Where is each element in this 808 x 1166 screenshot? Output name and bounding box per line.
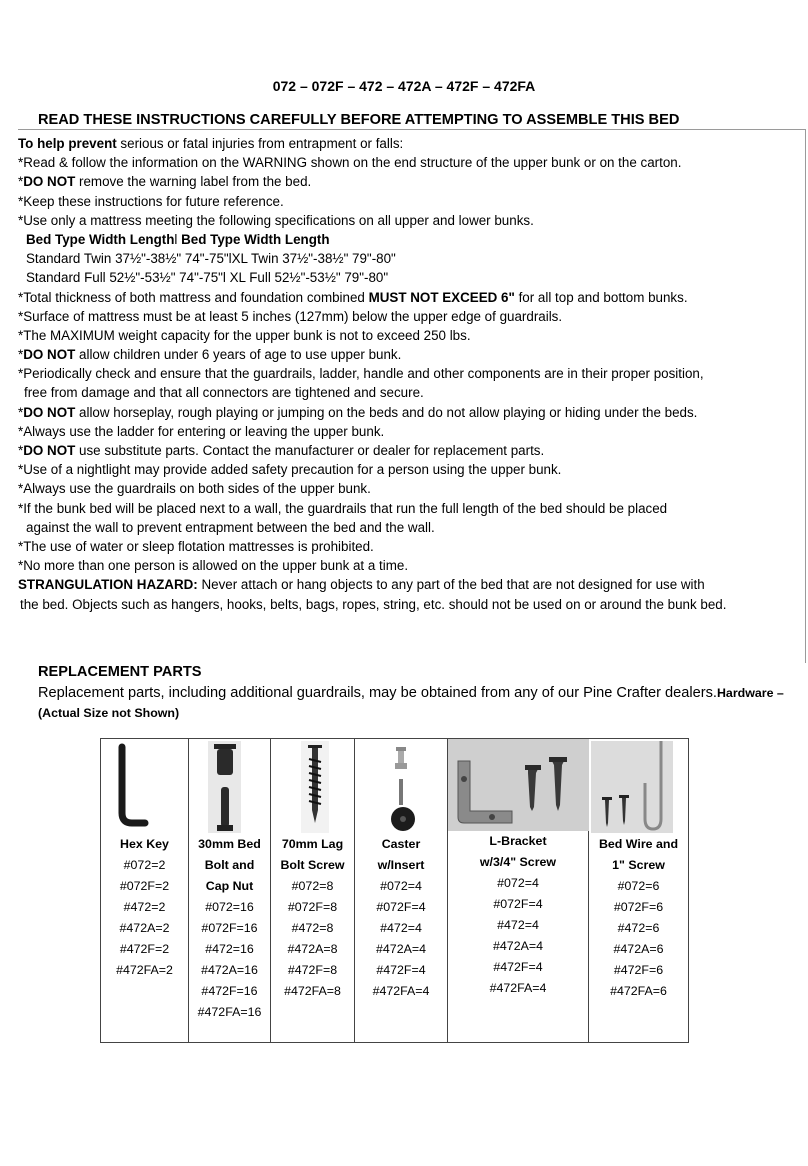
part-name [271,834,354,876]
part-name-line: 70mm Lag [281,837,344,851]
bullet-mark: * [18,404,24,420]
qty-line: #072F=8 [287,900,338,914]
lag-screw-icon [271,739,354,834]
qty-line: #072=8 [291,879,334,893]
qty-line: #472=8 [291,921,334,935]
part-name [589,834,688,876]
warning-emphasis: To help prevent [18,136,117,151]
qty-line: #472FA=4 [489,981,547,995]
qty-line: #472A=2 [119,921,170,935]
instructions-heading: READ THESE INSTRUCTIONS CAREFULLY BEFORE ATTEMPTING TO ASSEMBLE THIS BED [38,112,680,128]
qty-line: #072F=16 [201,921,258,935]
part-quantities [589,876,688,1002]
bed-wire-icon [589,739,688,834]
qty-line: #472=4 [497,918,539,932]
warning-line: *Read & follow the information on the WARNING shown on the end structure of the upper bunk or on the carton. [18,155,682,171]
warning-text: allow horseplay, rough playing or jumping on the beds and do not allow playing or hiding under the beds. [75,404,698,420]
part-cell-l-bracket [448,739,589,1043]
part-cell-caster [355,739,448,1043]
qty-line: #072=2 [123,858,166,872]
warning-line: *The use of water or sleep flotation mattresses is prohibited. [18,538,374,554]
part-quantities [448,873,588,999]
replacement-parts-description [38,685,784,701]
hex-key-icon [101,739,188,834]
warning-line: *Periodically check and ensure that the guardrails, ladder, handle and other components are in their proper position, [18,366,704,382]
warning-emphasis: DO NOT [23,347,76,363]
qty-line: #072F=4 [493,897,543,911]
model-numbers: 072 – 072F – 472 – 472A – 472F – 472FA [272,78,536,94]
part-name [101,834,188,855]
qty-line: #472=2 [123,900,166,914]
qty-line: #472F=6 [613,963,664,977]
spec-separator: l [174,231,178,247]
qty-line: #472F=4 [376,963,426,977]
warning-emphasis: MUST NOT EXCEED 6" [368,289,515,305]
qty-line: #472F=8 [287,963,338,977]
warning-line [18,172,800,191]
qty-line: #072=4 [380,879,422,893]
qty-line: #472A=8 [287,942,338,956]
warning-text: for all top and bottom bunks. [514,289,688,305]
qty-line: #472A=4 [376,942,426,956]
qty-line: #472FA=4 [372,984,430,998]
warning-line [18,575,800,594]
mattress-spec-full: Standard Full 52½"-53½" 74"-75"l XL Full 52½"-53½" 79"-80" [26,270,389,286]
warning-text: serious or fatal injuries from entrapment or falls: [116,136,404,151]
spec-header-right: Bed Type Width Length [177,231,330,247]
warning-emphasis: DO NOT [23,404,76,420]
qty-line: #472F=2 [119,942,170,956]
qty-line: #472=16 [205,942,254,956]
warning-line: *No more than one person is allowed on the upper bunk at a time. [18,558,409,574]
spec-header-left: Bed Type Width Length [26,231,175,247]
part-name [189,834,270,897]
warning-line: *Use only a mattress meeting the following specifications on all upper and lower bunks. [18,212,534,228]
warning-line: against the wall to prevent entrapment between the bed and the wall. [26,519,435,535]
warning-emphasis: DO NOT [23,174,76,190]
qty-line: #472A=4 [493,939,543,953]
part-name-line: Bolt Screw [280,858,345,872]
warning-line [18,288,800,307]
part-cell-bed-wire [589,739,689,1043]
warning-line [18,134,800,153]
part-name-line: Bed Wire and [598,837,679,851]
warning-line: *If the bunk bed will be placed next to a wall, the guardrails that run the full length of the bed should be placed [18,500,668,516]
bullet-mark: * [18,174,24,190]
warning-text: remove the warning label from the bed. [75,174,312,190]
qty-line: #072F=2 [119,879,170,893]
replacement-desc-text: Replacement parts, including additional guardrails, may be obtained from any of our Pine Crafter dealers. [38,685,717,701]
part-quantities [271,876,354,1002]
warning-list [18,134,800,614]
warning-text: allow children under 6 years of age to use upper bunk. [75,347,402,363]
warning-emphasis: DO NOT [23,443,76,458]
warning-line: the bed. Objects such as hangers, hooks, belts, bags, ropes, string, etc. should not be used on or around the bunk bed. [20,596,727,612]
replacement-parts-title: REPLACEMENT PARTS [38,664,202,680]
qty-line: #472=6 [617,921,660,935]
qty-line: #472A=16 [201,963,258,977]
l-bracket-icon [448,739,588,831]
caster-icon [355,739,447,834]
part-name-line: L-Bracket [489,834,547,848]
part-quantities [189,897,270,1023]
part-cell-hex-key [101,739,189,1043]
warning-text: Never attach or hang objects to any part of the bed that are not designed for use with [197,577,705,593]
hardware-label: Hardware – [716,686,784,700]
part-quantities [355,876,447,1002]
qty-line: #472F=4 [493,960,543,974]
qty-line: #472FA=2 [116,963,173,977]
qty-line: #072F=4 [376,900,426,914]
qty-line: #472FA=6 [610,984,667,998]
warning-text: *Total thickness of both mattress and foundation combined [18,289,369,305]
warning-line: *Always use the ladder for entering or leaving the upper bunk. [18,423,385,439]
hardware-size-note: (Actual Size not Shown) [38,706,180,720]
warning-line: *Surface of mattress must be at least 5 inches (127mm) below the upper edge of guardrails. [18,308,563,324]
warning-text: use substitute parts. Contact the manufacturer or dealer for replacement parts. [75,443,545,458]
part-cell-bolt-cap-nut [189,739,271,1043]
qty-line: #072=4 [497,876,539,890]
qty-line: #472FA=8 [284,984,341,998]
warning-line: *Keep these instructions for future reference. [18,193,284,209]
warning-line: *Use of a nightlight may provide added safety precaution for a person using the upper bunk. [18,462,562,478]
mattress-spec-header [18,230,800,249]
part-name [355,834,447,876]
qty-line: #472FA=16 [197,1005,262,1019]
qty-line: #072F=6 [613,900,664,914]
bullet-mark: * [18,443,24,458]
part-name-line: w/3/4" Screw [479,855,557,869]
part-quantities [101,855,188,981]
part-name-line: Bolt and [204,858,255,872]
qty-line: #472F=16 [201,984,258,998]
mattress-spec-twin: Standard Twin 37½"-38½" 74"-75"lXL Twin 37½"-38½" 79"-80" [26,251,396,267]
part-name-line: 1" Screw [612,858,665,872]
part-cell-lag-bolt [271,739,355,1043]
part-name-line: w/Insert [377,858,425,872]
warning-emphasis: STRANGULATION HAZARD: [18,577,198,593]
part-name [448,831,588,873]
part-name-line: Caster [381,837,421,851]
bolt-cap-nut-icon [189,739,270,834]
qty-line: #072=6 [617,879,660,893]
parts-table [100,738,689,1043]
warning-line: *The MAXIMUM weight capacity for the upper bunk is not to exceed 250 lbs. [18,327,471,343]
warning-line [18,403,800,422]
qty-line: #472=4 [380,921,422,935]
warning-line [18,345,800,364]
warning-line: *Always use the guardrails on both sides of the upper bunk. [18,481,371,497]
part-name-line: Cap Nut [205,879,254,893]
part-name-line: Hex Key [120,837,169,851]
part-name-line: 30mm Bed [198,837,261,851]
qty-line: #472A=6 [613,942,664,956]
warning-line: free from damage and that all connectors are tightened and secure. [24,385,424,401]
table-row [101,739,689,1043]
bullet-mark: * [18,347,24,363]
warning-line [18,441,800,460]
qty-line: #072=16 [205,900,254,914]
